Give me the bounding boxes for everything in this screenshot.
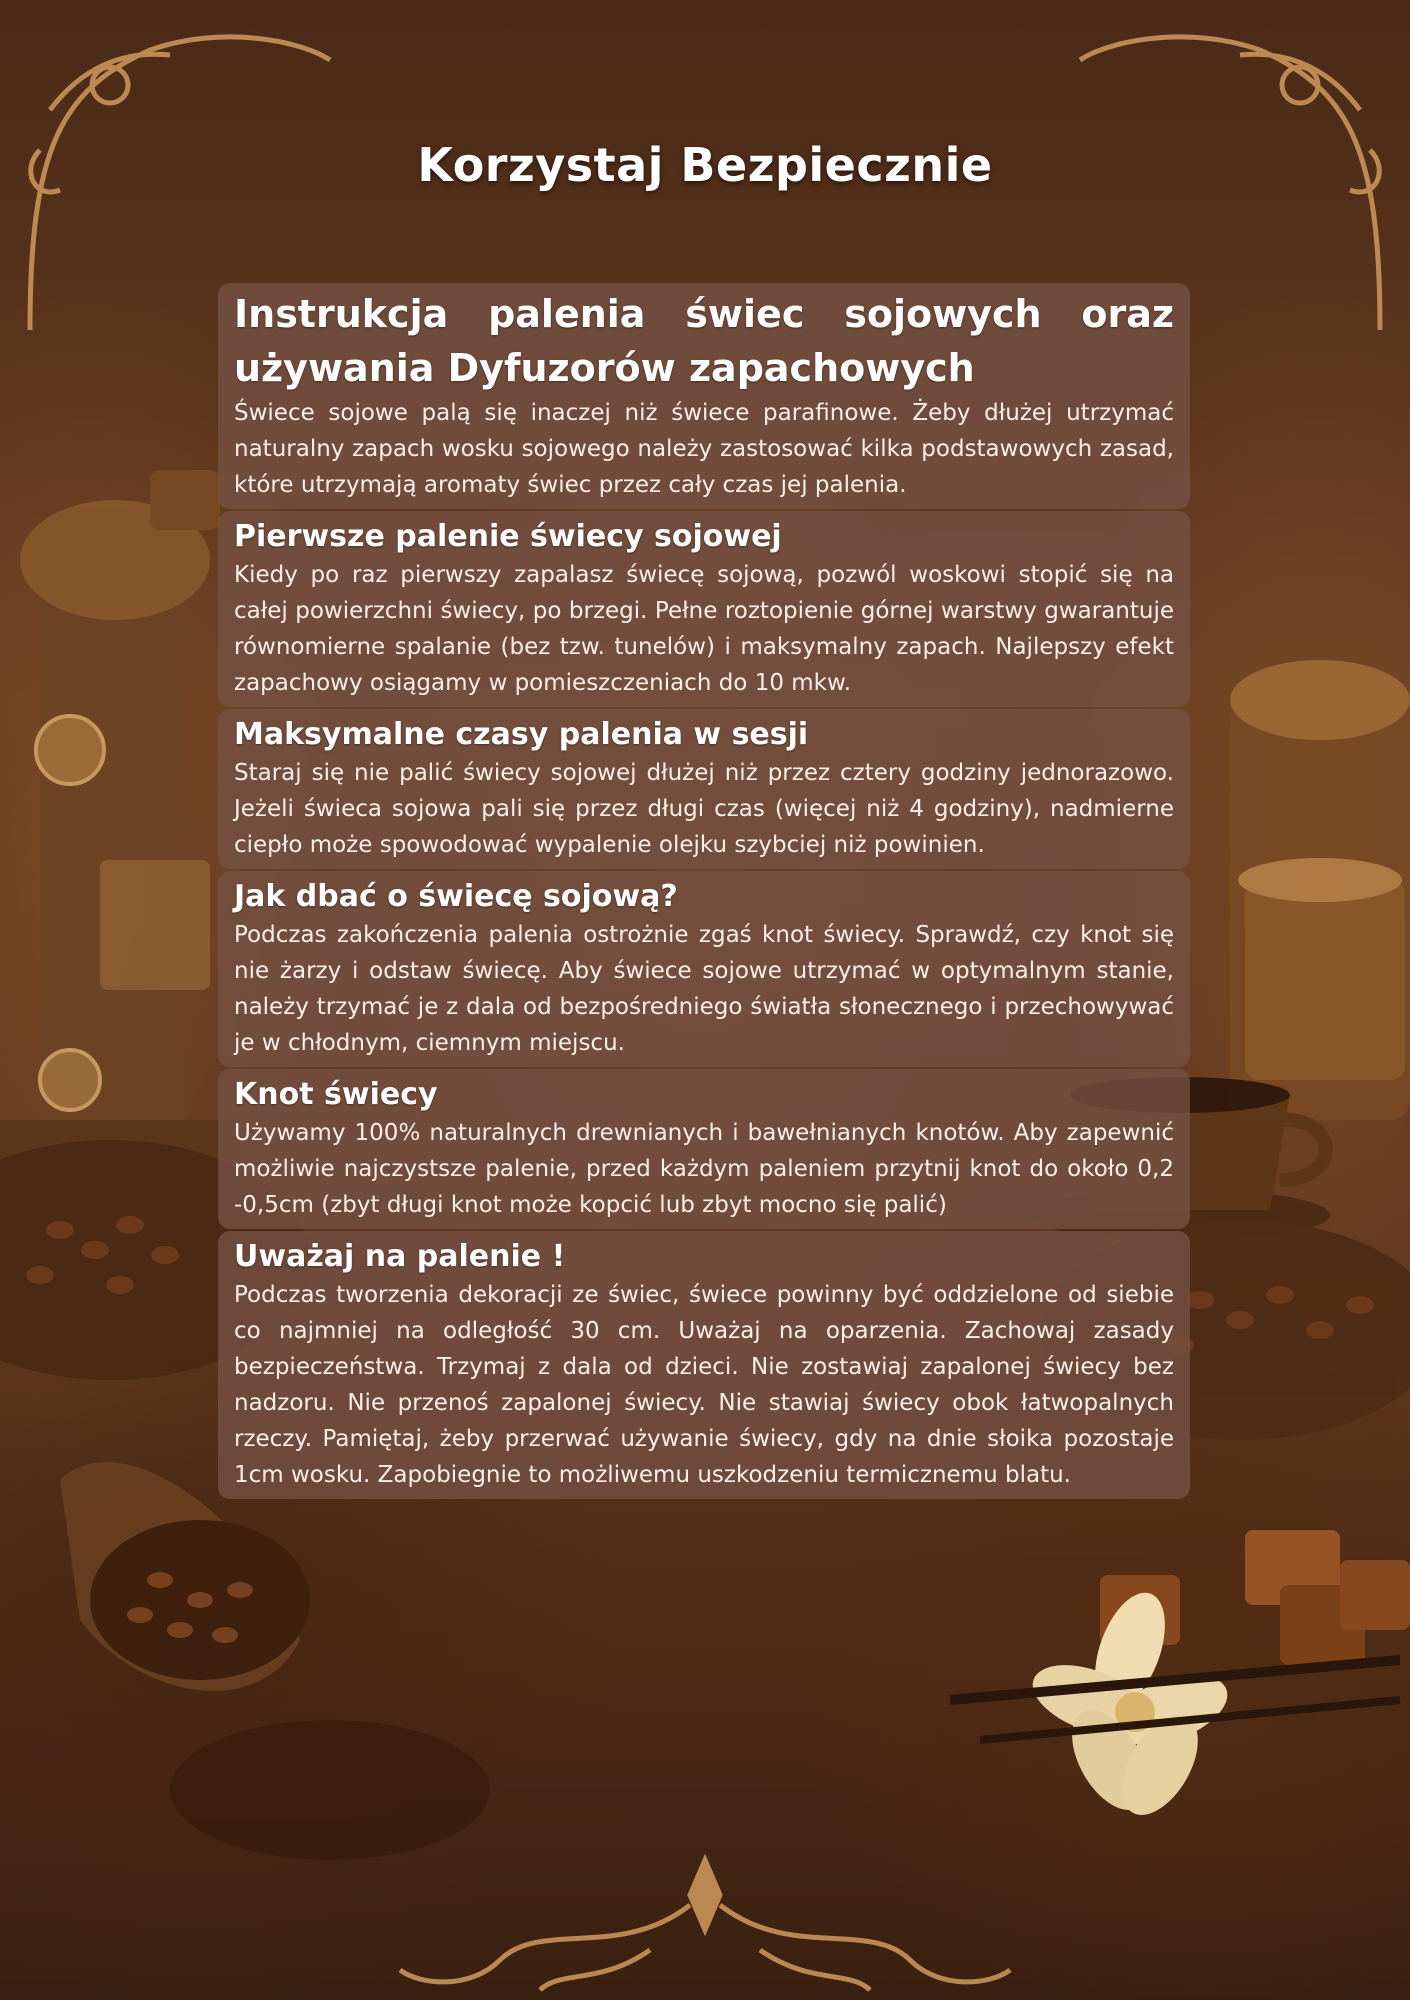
section-heading: Uważaj na palenie ! bbox=[234, 1239, 566, 1274]
section-max-burn-time bbox=[218, 709, 1190, 869]
intro-text: Świece sojowe palą się inaczej niż świece parafinowe. Żeby dłużej utrzymać naturalny zapach wosku sojowego należy zastosować kilka podstawowych zasad, które utrzymają aromaty świec przez cały czas jej palenia. bbox=[234, 400, 1174, 498]
section-text: Podczas zakończenia palenia ostrożnie zgaś knot świecy. Sprawdź, czy knot się nie żarzy i odstaw świecę. Aby świece sojowe utrzymać w optymalnym stanie, należy trzymać je z dala od bezpośredniego światła słonecznego i przechowywać je w chłodnym, ciemnym miejscu. bbox=[234, 922, 1174, 1056]
section-heading: Jak dbać o świecę sojową? bbox=[234, 879, 678, 914]
section-heading: Maksymalne czasy palenia w sesji bbox=[234, 717, 809, 752]
section-wick bbox=[218, 1069, 1190, 1229]
intro-heading: Instrukcja palenia świec sojowych oraz używania Dyfuzorów zapachowych bbox=[234, 292, 1174, 390]
section-candle-care bbox=[218, 871, 1190, 1067]
coffee-grinder-icon bbox=[0, 470, 240, 1160]
coffee-pot-icon bbox=[1230, 660, 1410, 1120]
page-title: Korzystaj Bezpiecznie bbox=[417, 138, 993, 192]
section-text: Używamy 100% naturalnych drewnianych i bawełnianych knotów. Aby zapewnić możliwie najczystsze palenie, przed każdym paleniem przytnij knot do około 0,2 -0,5cm (zbyt długi knot może kopcić lub zbyt mocno się palić) bbox=[234, 1120, 1174, 1218]
section-text: Kiedy po raz pierwszy zapalasz świecę sojową, pozwól woskowi stopić się na całej powierzchni świecy, po brzegi. Pełne roztopienie górnej warstwy gwarantuje równomierne spalanie (bez tzw. tunelów) i maksymalny zapach. Najlepszy efekt zapachowy osiągamy w pomieszczeniach do 10 mkw. bbox=[234, 562, 1174, 696]
instructions-panel bbox=[218, 283, 1190, 1501]
section-first-burn bbox=[218, 511, 1190, 707]
section-text: Staraj się nie palić świecy sojowej dłużej niż przez cztery godziny jednorazowo. Jeżeli świeca sojowa pali się przez długi czas (więcej niż 4 godziny), nadmierne ciepło może spowodować wypalenie olejku szybciej niż powinien. bbox=[234, 760, 1174, 858]
flourish-icon bbox=[400, 1860, 1010, 1990]
scoop-icon bbox=[60, 1462, 490, 1860]
section-burn-safety bbox=[218, 1231, 1190, 1499]
intro-block bbox=[218, 283, 1190, 509]
section-heading: Knot świecy bbox=[234, 1077, 438, 1112]
section-text: Podczas tworzenia dekoracji ze świec, świece powinny być oddzielone od siebie co najmniej na odległość 30 cm. Uważaj na oparzenia. Zachowaj zasady bezpieczeństwa. Trzymaj z dala od dzieci. Nie zostawiaj zapalonej świecy bez nadzoru. Nie przenoś zapalonej świecy. Nie stawiaj świecy obok łatwopalnych rzeczy. Pamiętaj, żeby przerwać używanie świecy, gdy na dnie słoika pozostaje 1cm wosku. Zapobiegnie to możliwemu uszkodzeniu termicznemu blatu. bbox=[234, 1282, 1174, 1488]
section-heading: Pierwsze palenie świecy sojowej bbox=[234, 519, 782, 554]
